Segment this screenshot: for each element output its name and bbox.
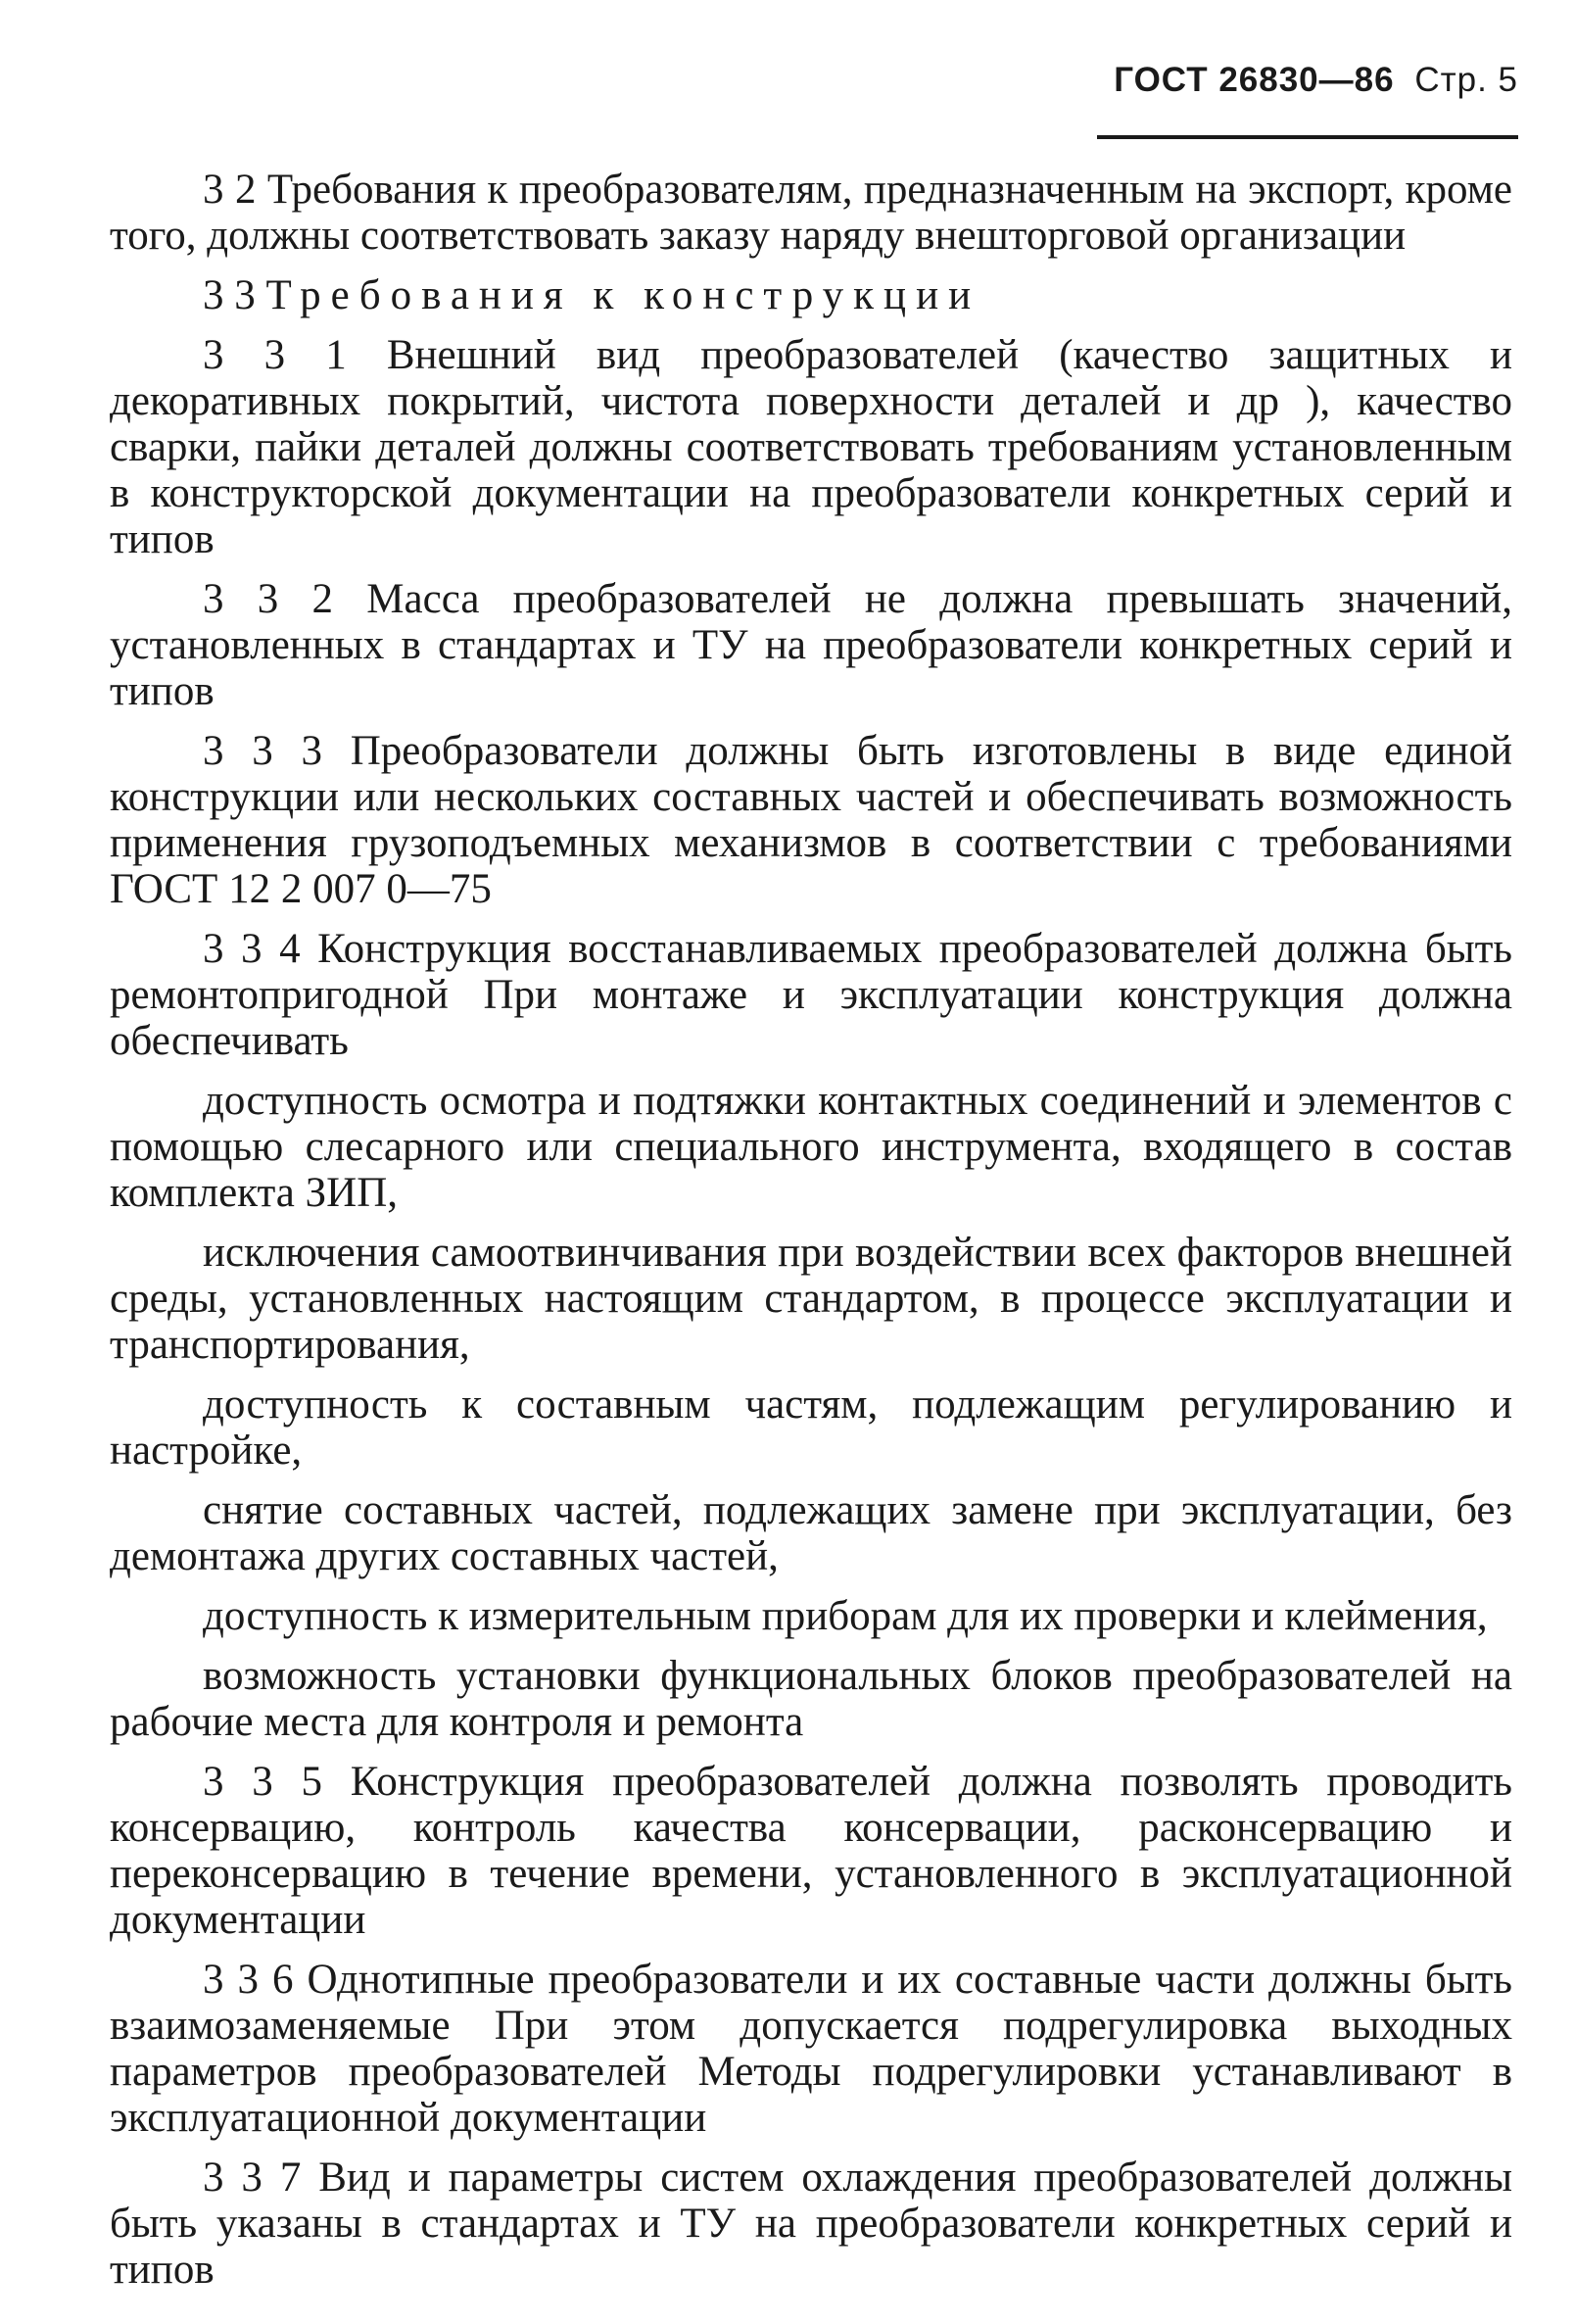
section-title: Требования к конструкции	[265, 272, 981, 318]
list-item-component-removal: снятие составных частей, подлежащих замене при эксплуатации, без демонтажа других составных частей,	[110, 1487, 1512, 1579]
document-body	[110, 167, 1512, 2306]
paragraph-3-3-3: 3 3 3 Преобразователи должны быть изготовлены в виде единой конструкции или нескольких составных частей и обеспечивать возможность применения грузоподъемных механизмов в соответствии с требованиями ГОСТ 12 2 007 0—75	[110, 728, 1512, 912]
list-item-access-components: доступность к составным частям, подлежащим регулированию и настройке,	[110, 1381, 1512, 1474]
paragraph-3-3-1: 3 3 1 Внешний вид преобразователей (качество защитных и декоративных покрытий, чистота поверхности деталей и др ), качество сварки, пайки деталей должны соответствовать требованиям установленным в конструкторской документации на преобразователи конкретных серий и типов	[110, 332, 1512, 562]
paragraph-3-3-4: 3 3 4 Конструкция восстанавливаемых преобразователей должна быть ремонтопригодной При монтаже и эксплуатации конструкция должна обеспечивать	[110, 926, 1512, 1064]
paragraph-3-3-7: 3 3 7 Вид и параметры систем охлаждения преобразователей должны быть указаны в стандартах и ТУ на преобразователи конкретных серий и типов	[110, 2155, 1512, 2293]
paragraph-3-3-6: 3 3 6 Однотипные преобразователи и их составные части должны быть взаимозаменяемые При этом допускается подрегулировка выходных параметров преобразователей Методы подрегулировки устанавливают в эксплуатационной документации	[110, 1957, 1512, 2141]
list-item-self-unscrewing: исключения самоотвинчивания при воздействии всех факторов внешней среды, установленных настоящим стандартом, в процессе эксплуатации и транспортирования,	[110, 1230, 1512, 1368]
header-rule	[1097, 135, 1518, 139]
list-item-access-inspection: доступность осмотра и подтяжки контактных соединений и элементов с помощью слесарного или специального инструмента, входящего в состав комплекта ЗИП,	[110, 1078, 1512, 1216]
standard-code: ГОСТ 26830—86	[1114, 61, 1395, 99]
list-item-access-instruments: доступность к измерительным приборам для их проверки и клеймения,	[203, 1593, 1488, 1639]
section-heading-3-3	[110, 272, 1512, 318]
paragraph-3-2: 3 2 Требования к преобразователям, предназначенным на экспорт, кроме того, должны соответствовать заказу наряду внешторговой организации	[110, 167, 1512, 259]
paragraph-3-3-2: 3 3 2 Масса преобразователей не должна превышать значений, установленных в стандартах и ТУ на преобразователи конкретных серий и типов	[110, 576, 1512, 714]
section-number: 3 3	[203, 272, 256, 318]
list-item-block-installation: возможность установки функциональных блоков преобразователей на рабочие места для контроля и ремонта	[110, 1653, 1512, 1745]
page-number: Стр. 5	[1414, 61, 1518, 99]
paragraph-3-3-5: 3 3 5 Конструкция преобразователей должна позволять проводить консервацию, контроль качества консервации, расконсервацию и переконсервацию в течение времени, установленного в эксплуатационной документации	[110, 1759, 1512, 1943]
page-header	[1114, 61, 1518, 100]
